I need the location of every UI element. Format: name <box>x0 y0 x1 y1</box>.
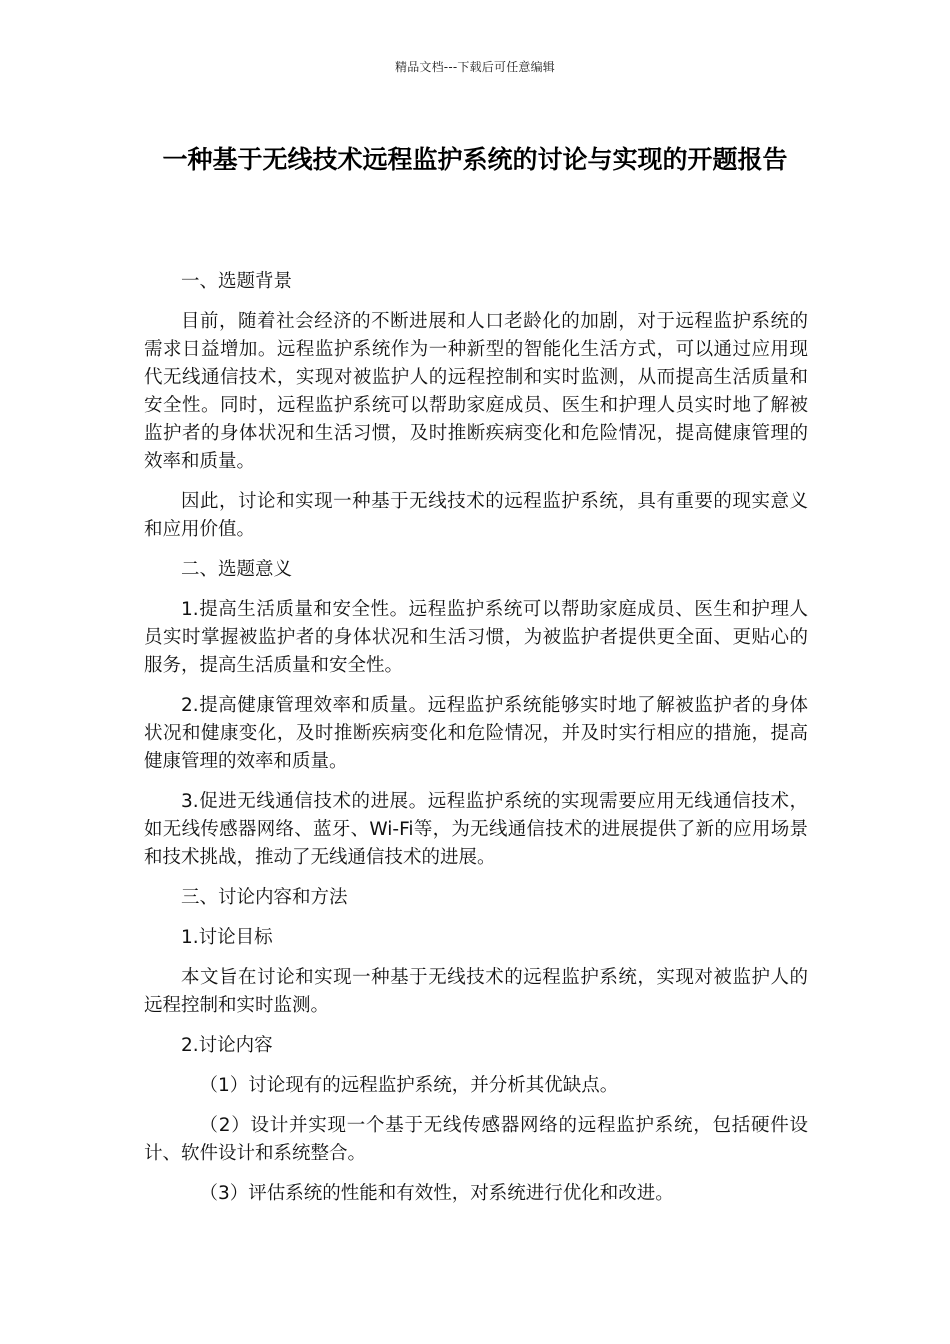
paragraph-goal: 本文旨在讨论和实现一种基于无线技术的远程监护系统，实现对被监护人的远程控制和实时监测。 <box>144 967 808 1016</box>
list-item-content-2: （2）设计并实现一个基于无线传感器网络的远程监护系统，包括硬件设计、软件设计和系统整合。 <box>144 1115 808 1164</box>
paragraph-background-2: 因此，讨论和实现一种基于无线技术的远程监护系统，具有重要的现实意义和应用价值。 <box>144 491 808 540</box>
subheading-content: 2.讨论内容 <box>181 1035 273 1056</box>
list-item-content-3: （3）评估系统的性能和有效性，对系统进行优化和改进。 <box>199 1183 674 1204</box>
section-heading-significance: 二、选题意义 <box>181 559 293 580</box>
paragraph-significance-2: 2.提高健康管理效率和质量。远程监护系统能够实时地了解被监护者的身体状况和健康变化，及时推断疾病变化和危险情况，并及时实行相应的措施，提高健康管理的效率和质量。 <box>144 695 808 772</box>
paragraph-significance-1: 1.提高生活质量和安全性。远程监护系统可以帮助家庭成员、医生和护理人员实时掌握被监护者的身体状况和生活习惯，为被监护者提供更全面、更贴心的服务，提高生活质量和安全性。 <box>144 599 808 676</box>
section-heading-content-method: 三、讨论内容和方法 <box>181 887 348 908</box>
section-heading-background: 一、选题背景 <box>181 271 293 292</box>
paragraph-background-1: 目前，随着社会经济的不断进展和人口老龄化的加剧，对于远程监护系统的需求日益增加。远程监护系统作为一种新型的智能化生活方式，可以通过应用现代无线通信技术，实现对被监护人的远程控制和实时监测，从而提高生活质量和安全性。同时，远程监护系统可以帮助家庭成员、医生和护理人员实时地了解被监护者的身体状况和生活习惯，及时推断疾病变化和危险情况，提高健康管理的效率和质量。 <box>144 311 808 472</box>
paragraph-significance-3: 3.促进无线通信技术的进展。远程监护系统的实现需要应用无线通信技术，如无线传感器网络、蓝牙、Wi-Fi等，为无线通信技术的进展提供了新的应用场景和技术挑战，推动了无线通信技术的进展。 <box>144 791 808 868</box>
list-item-content-1: （1）讨论现有的远程监护系统，并分析其优缺点。 <box>199 1075 619 1096</box>
document-body <box>144 268 808 1220</box>
page-header-note: 精品文档---下载后可任意编辑 <box>395 60 555 74</box>
subheading-goal: 1.讨论目标 <box>181 927 273 948</box>
document-title: 一种基于无线技术远程监护系统的讨论与实现的开题报告 <box>162 145 788 174</box>
